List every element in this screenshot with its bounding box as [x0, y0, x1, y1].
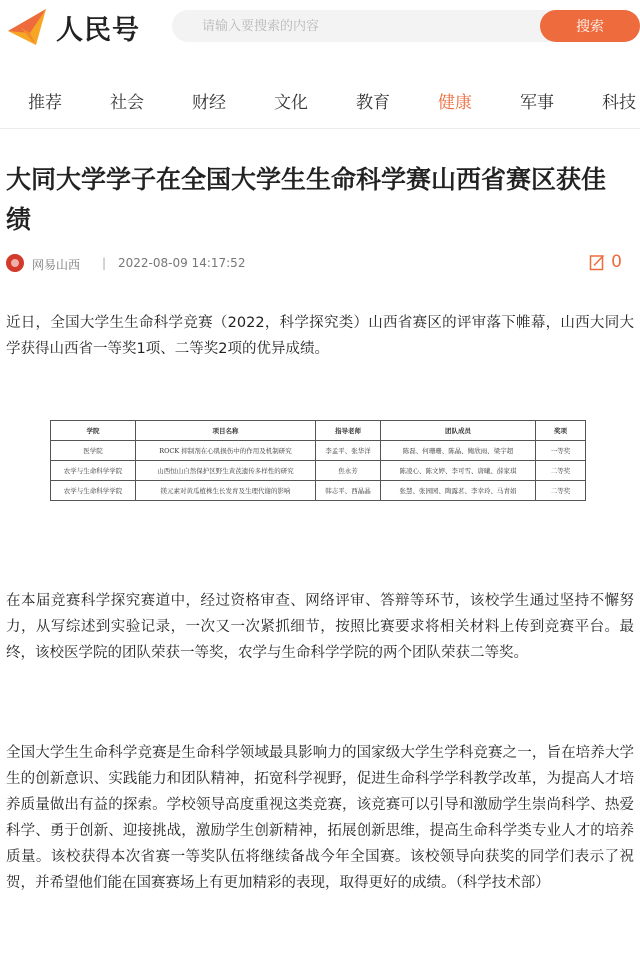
article-paragraph-2: 在本届竞赛科学探究赛道中，经过资格审查、网络评审、答辩等环节，该校学生通过坚持不懈努力，从写综述到实验记录，一次又一次紧抓细节，按照比赛要求将相关材料上传到竞赛平台。最终，该校医学院的团队荣获一等奖，农学与生命科学学院的两个团队荣获二等奖。	[6, 593, 634, 661]
search-box	[172, 10, 640, 42]
source-name[interactable]: 网易山西	[32, 258, 81, 272]
nav-item-military[interactable]: 军事	[520, 93, 554, 113]
table-cell: 一等奖	[536, 441, 586, 461]
nav-item-education[interactable]: 教育	[356, 93, 390, 113]
table-cell: 农学与生命科学学院	[51, 481, 136, 501]
table-cell: 韩志平、西晶晶	[316, 481, 381, 501]
article-meta	[6, 252, 634, 276]
source-avatar-icon	[6, 254, 24, 272]
table-cell: 二等奖	[536, 461, 586, 481]
category-nav	[0, 80, 640, 120]
folded-flag-logo-icon	[6, 7, 50, 47]
table-cell: 农学与生命科学学院	[51, 461, 136, 481]
table-row	[51, 441, 586, 461]
comment-button[interactable]	[589, 250, 622, 274]
table-row	[51, 481, 586, 501]
table-cell: 焦永芳	[316, 461, 381, 481]
article-title: 大同大学学子在全国大学生生命科学赛山西省赛区获佳绩	[6, 165, 607, 234]
nav-item-finance[interactable]: 财经	[192, 93, 226, 113]
table-cell: 张慧、张园园、陶露茗、李幸玲、马青娟	[381, 481, 536, 501]
nav-divider	[0, 128, 640, 129]
search-button[interactable]: 搜索	[540, 10, 640, 42]
nav-item-society[interactable]: 社会	[110, 93, 144, 113]
site-logo[interactable]	[6, 7, 156, 47]
table-header-cell: 项目名称	[136, 421, 316, 441]
top-bar	[0, 0, 640, 56]
comment-edit-icon	[589, 254, 605, 271]
table-cell: 陈凌心、陈文婷、李可雪、唐曦、薛家琪	[381, 461, 536, 481]
table-header-cell: 奖项	[536, 421, 586, 441]
article-paragraph-1: 近日，全国大学生生命科学竞赛（2022，科学探究类）山西省赛区的评审落下帷幕，山西大同大学获得山西省一等奖1项、二等奖2项的优异成绩。	[6, 315, 634, 357]
table-header-cell: 学院	[51, 421, 136, 441]
nav-item-tech[interactable]: 科技	[602, 93, 636, 113]
table-cell: 医学院	[51, 441, 136, 461]
search-input[interactable]	[172, 10, 542, 42]
table-cell: 镁元素对黄瓜植株生长发育及生理代谢的影响	[136, 481, 316, 501]
table-header-cell: 指导老师	[316, 421, 381, 441]
awards-table	[50, 420, 586, 501]
table-cell: ROCK 抑制剂在心肌损伤中的作用及机制研究	[136, 441, 316, 461]
nav-item-health[interactable]: 健康	[438, 93, 472, 113]
table-cell: 陈磊、何珊珊、陈晶、鲍欣雨、梁宇超	[381, 441, 536, 461]
logo-text: 人民号	[56, 14, 140, 46]
table-cell: 山西恒山自然保护区野生黄芪遗传多样性的研究	[136, 461, 316, 481]
table-header-cell: 团队成员	[381, 421, 536, 441]
nav-item-recommend[interactable]: 推荐	[28, 93, 62, 113]
nav-item-culture[interactable]: 文化	[274, 93, 308, 113]
meta-separator: |	[102, 256, 107, 270]
table-cell: 二等奖	[536, 481, 586, 501]
comment-count: 0	[611, 252, 622, 272]
table-cell: 李孟平、张华洋	[316, 441, 381, 461]
table-header-row	[51, 421, 586, 441]
table-row	[51, 461, 586, 481]
article-paragraph-3: 全国大学生生命科学竞赛是生命科学领域最具影响力的国家级大学生学科竞赛之一，旨在培养大学生的创新意识、实践能力和团队精神，拓宽科学视野，促进生命科学学科教学改革，为提高人才培养质量做出有益的探索。学校领导高度重视这类竞赛，该竞赛可以引导和激励学生崇尚科学、热爱科学、勇于创新、迎接挑战，激励学生创新精神，拓展创新思维，提高生命科学类专业人才的培养质量。该校获得本次省赛一等奖队伍将继续备战今年全国赛。该校领导向获奖的同学们表示了祝贺，并希望他们能在国赛赛场上有更加精彩的表现，取得更好的成绩。（科学技术部）	[6, 745, 634, 891]
publish-date: 2022-08-09 14:17:52	[118, 256, 246, 270]
